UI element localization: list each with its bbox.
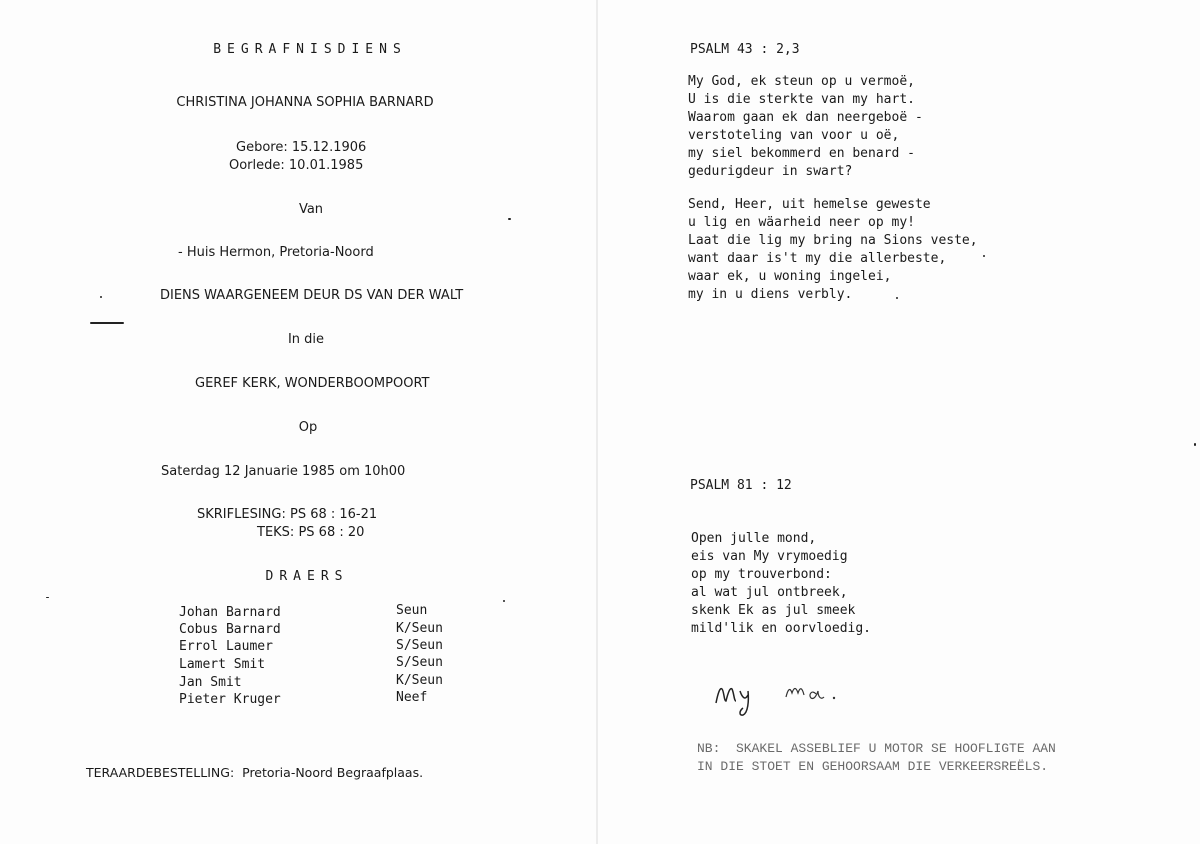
- bearer-relation: S/Seun: [396, 655, 443, 670]
- note-line: IN DIE STOET EN GEHOORSAAM DIE VERKEERSREËLS.: [697, 759, 1049, 774]
- service-date-time: Saterdag 12 Januarie 1985 om 10h00: [161, 464, 406, 479]
- burial-place: TERAARDEBESTELLING: Pretoria-Noord Begraafplaas.: [86, 765, 424, 780]
- bearer-name: Errol Laumer: [179, 639, 273, 654]
- death-date: Oorlede: 10.01.1985: [229, 158, 364, 173]
- verse-line: U is die sterkte van my hart.: [688, 92, 915, 107]
- verse-line: my in u diens verbly.: [688, 287, 853, 302]
- bearer-relation: K/Seun: [396, 621, 443, 636]
- psalm-81-title: PSALM 81 : 12: [690, 478, 792, 493]
- officiant: DIENS WAARGENEEM DEUR DS VAN DER WALT: [160, 288, 464, 303]
- verse-line: Waarom gaan ek dan neergeboë -: [688, 110, 923, 125]
- verse-line: u lig en wäarheid neer op my!: [688, 215, 915, 230]
- program-title: BEGRAFNISDIENS: [213, 42, 407, 57]
- verse-line: Laat die lig my bring na Sions veste,: [688, 233, 978, 248]
- scan-mark: [983, 255, 985, 257]
- from-place: - Huis Hermon, Pretoria-Noord: [178, 245, 374, 260]
- psalm-43-verse-2: [688, 196, 978, 304]
- note-line: NB: SKAKEL ASSEBLIEF U MOTOR SE HOOFLIGTE AAN: [697, 741, 1056, 756]
- scan-mark: [1194, 443, 1196, 446]
- on-label: Op: [298, 420, 318, 435]
- scripture-reading: SKRIFLESING: PS 68 : 16-21: [197, 507, 378, 522]
- bearer-relation: S/Seun: [396, 638, 443, 653]
- page-fold: [596, 0, 598, 844]
- from-label: Van: [298, 202, 324, 217]
- bearers-title: DRAERS: [265, 569, 349, 584]
- psalm-81-verse: [691, 530, 871, 638]
- in-label: In die: [287, 332, 325, 347]
- church-name: GEREF KERK, WONDERBOOMPOORT: [195, 376, 430, 391]
- birth-date: Gebore: 15.12.1906: [236, 140, 367, 155]
- verse-line: Send, Heer, uit hemelse geweste: [688, 197, 931, 212]
- verse-line: My God, ek steun op u vermoë,: [688, 74, 915, 89]
- verse-line: mild'lik en oorvloedig.: [691, 621, 872, 636]
- verse-line: eis van My vrymoedig: [691, 549, 848, 564]
- verse-line: verstoteling van voor u oë,: [688, 128, 900, 143]
- verse-line: Open julle mond,: [691, 531, 817, 546]
- verse-line: waar ek, u woning ingelei,: [688, 269, 892, 284]
- verse-line: my siel bekommerd en benard -: [688, 146, 915, 161]
- verse-line: al wat jul ontbreek,: [691, 585, 848, 600]
- psalm-43-title: PSALM 43 : 2,3: [690, 42, 800, 57]
- scan-mark: [896, 297, 898, 299]
- scan-mark: [46, 597, 49, 598]
- verse-line: skenk Ek as jul smeek: [691, 603, 856, 618]
- bearer-name: Lamert Smit: [179, 657, 266, 672]
- bearer-name: Johan Barnard: [179, 605, 281, 620]
- bearer-relation: Neef: [396, 690, 428, 705]
- handwritten-signature: [712, 675, 852, 720]
- bearer-name: Jan Smit: [179, 675, 242, 690]
- scan-mark: [90, 322, 124, 324]
- sermon-text: TEKS: PS 68 : 20: [257, 525, 365, 540]
- scan-mark: [503, 600, 505, 602]
- scan-mark: [508, 218, 511, 220]
- verse-line: op my trouverbond:: [691, 567, 832, 582]
- deceased-name: CHRISTINA JOHANNA SOPHIA BARNARD: [176, 95, 434, 110]
- headlights-note: [697, 740, 1056, 776]
- bearer-relation: Seun: [396, 603, 428, 618]
- bearer-name: Cobus Barnard: [179, 622, 281, 637]
- verse-line: gedurigdeur in swart?: [688, 164, 853, 179]
- scan-mark: [100, 296, 102, 298]
- psalm-43-verse-1: [688, 73, 923, 181]
- bearer-name: Pieter Kruger: [179, 692, 281, 707]
- bearer-relation: K/Seun: [396, 673, 443, 688]
- verse-line: want daar is't my die allerbeste,: [688, 251, 947, 266]
